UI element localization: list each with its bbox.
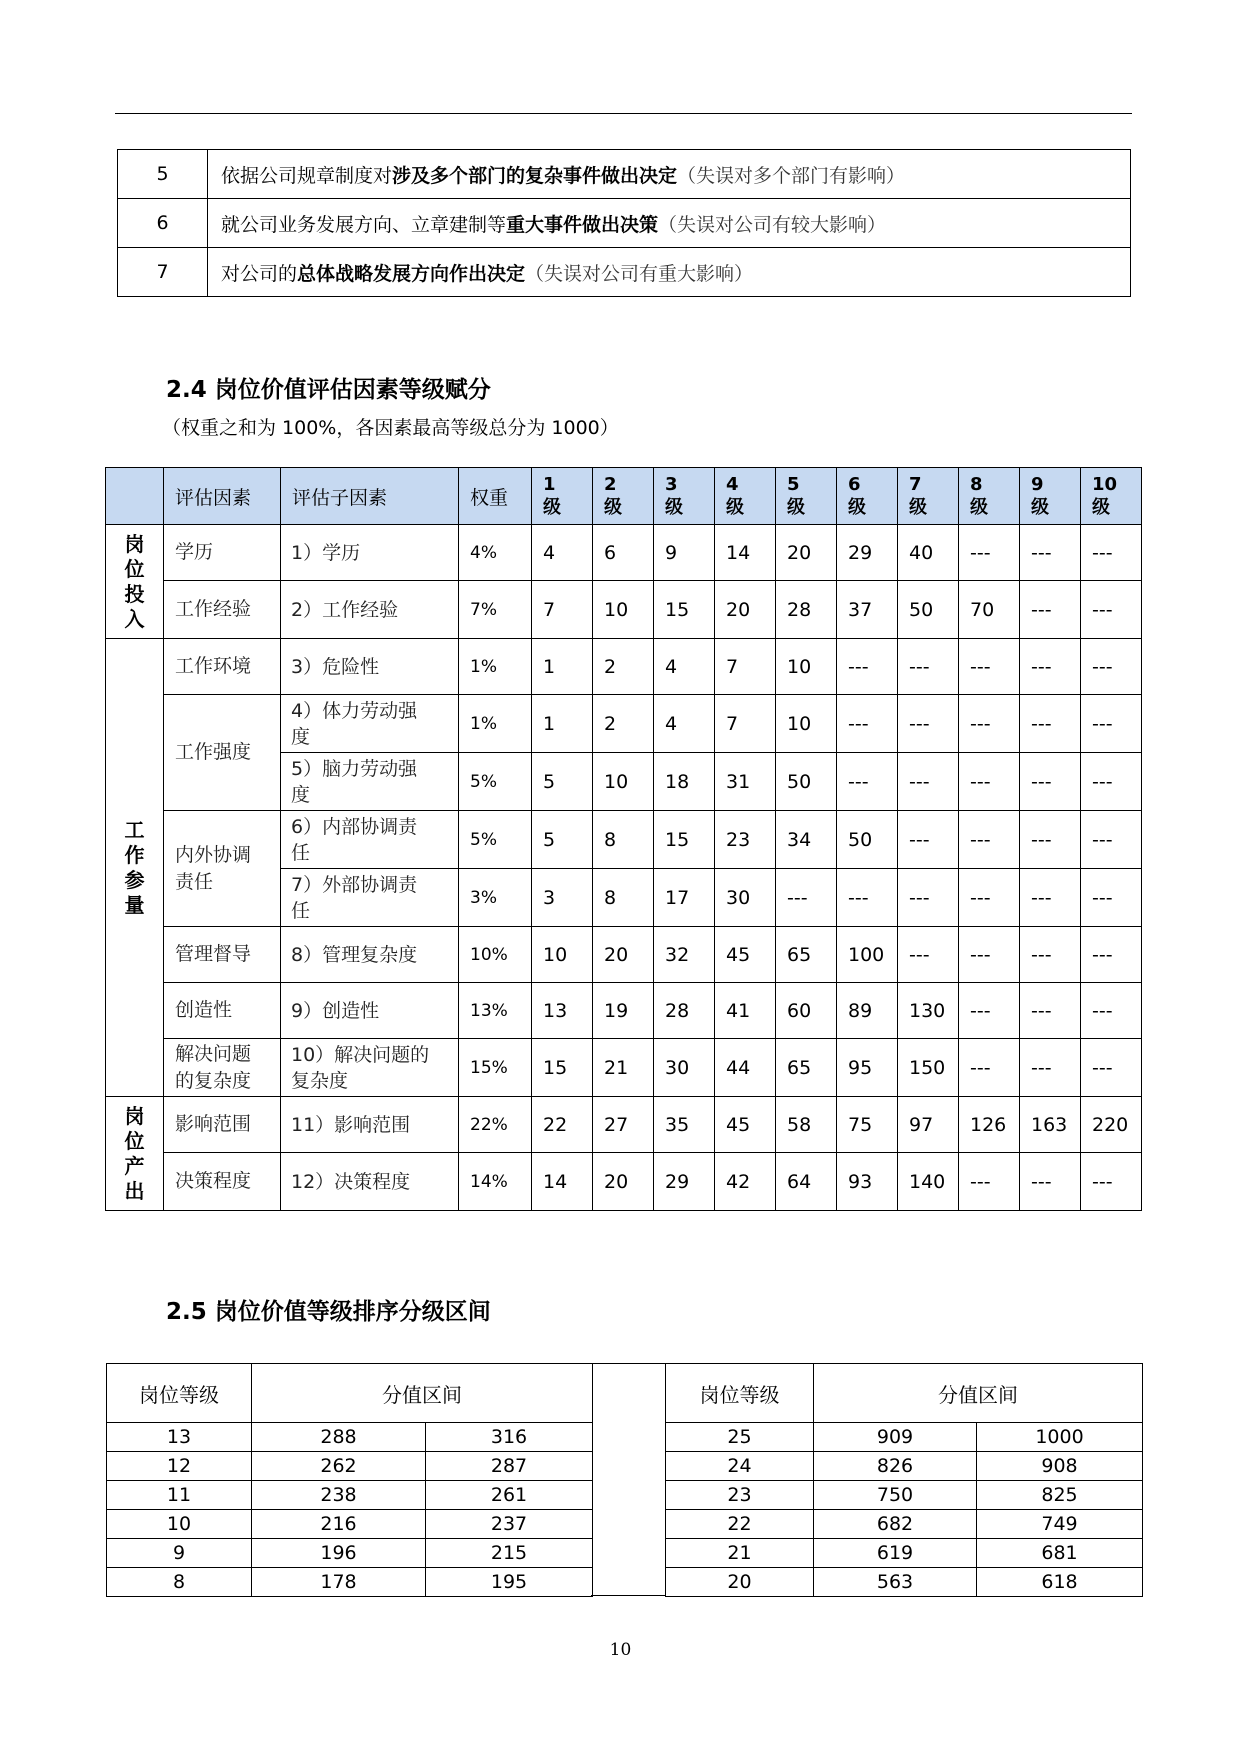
range-min-cell: 826 xyxy=(814,1452,977,1481)
table-row xyxy=(106,1153,1142,1211)
score-cell: 95 xyxy=(837,1039,898,1097)
score-cell: 44 xyxy=(715,1039,776,1097)
range-min-cell: 563 xyxy=(814,1568,977,1597)
level-description: 对公司的总体战略发展方向作出决定（失误对公司有重大影响） xyxy=(208,248,1131,297)
score-cell: 28 xyxy=(654,983,715,1039)
score-cell: 5 xyxy=(532,811,593,869)
header-level: 7 级 xyxy=(898,468,959,525)
subfactor-name: 9）创造性 xyxy=(281,983,459,1039)
table-row xyxy=(666,1423,1143,1452)
score-cell: --- xyxy=(837,869,898,927)
score-cell: --- xyxy=(898,639,959,695)
decision-level-table xyxy=(117,149,1131,297)
score-cell: --- xyxy=(959,639,1020,695)
score-cell: --- xyxy=(1020,1039,1081,1097)
header-row xyxy=(106,468,1142,525)
score-cell: 10 xyxy=(532,927,593,983)
score-cell: --- xyxy=(898,753,959,811)
score-cell: 6 xyxy=(593,525,654,581)
table-row xyxy=(106,1097,1142,1153)
score-cell: 15 xyxy=(532,1039,593,1097)
factor-name: 管理督导 xyxy=(164,927,281,983)
table-row xyxy=(106,525,1142,581)
subfactor-name: 11）影响范围 xyxy=(281,1097,459,1153)
score-cell: --- xyxy=(959,525,1020,581)
score-cell: 70 xyxy=(959,581,1020,639)
range-max-cell: 681 xyxy=(977,1539,1143,1568)
score-cell: --- xyxy=(959,811,1020,869)
range-max-cell: 316 xyxy=(426,1423,593,1452)
score-cell: 4 xyxy=(654,639,715,695)
table-row xyxy=(106,927,1142,983)
score-cell: 4 xyxy=(654,695,715,753)
score-cell: --- xyxy=(837,695,898,753)
score-cell: --- xyxy=(1020,869,1081,927)
table-row xyxy=(107,1481,593,1510)
score-cell: 45 xyxy=(715,927,776,983)
header-weight: 权重 xyxy=(459,468,532,525)
range-min-cell: 196 xyxy=(252,1539,426,1568)
grade-cell: 11 xyxy=(107,1481,252,1510)
grade-cell: 13 xyxy=(107,1423,252,1452)
header-range: 分值区间 xyxy=(252,1364,593,1423)
table-row xyxy=(107,1452,593,1481)
score-cell: --- xyxy=(837,639,898,695)
level-number: 5 xyxy=(118,150,208,199)
score-cell: 10 xyxy=(776,639,837,695)
table-row xyxy=(666,1539,1143,1568)
score-cell: 30 xyxy=(654,1039,715,1097)
score-cell: 20 xyxy=(776,525,837,581)
score-cell: 50 xyxy=(837,811,898,869)
header-range: 分值区间 xyxy=(814,1364,1143,1423)
score-cell: --- xyxy=(898,695,959,753)
table-row xyxy=(107,1539,593,1568)
score-cell: 15 xyxy=(654,581,715,639)
header-rule xyxy=(115,113,1132,114)
range-min-cell: 909 xyxy=(814,1423,977,1452)
grade-cell: 20 xyxy=(666,1568,814,1597)
subfactor-name: 8）管理复杂度 xyxy=(281,927,459,983)
score-cell: 14 xyxy=(532,1153,593,1211)
header-level: 1 级 xyxy=(532,468,593,525)
score-cell: --- xyxy=(959,869,1020,927)
score-cell: 8 xyxy=(593,811,654,869)
subfactor-name: 1）学历 xyxy=(281,525,459,581)
score-cell: 1 xyxy=(532,639,593,695)
range-max-cell: 749 xyxy=(977,1510,1143,1539)
score-cell: 19 xyxy=(593,983,654,1039)
score-cell: --- xyxy=(1020,1153,1081,1211)
score-cell: 130 xyxy=(898,983,959,1039)
score-cell: --- xyxy=(1020,695,1081,753)
level-number: 7 xyxy=(118,248,208,297)
score-cell: 30 xyxy=(715,869,776,927)
subfactor-name: 4）体力劳动强 度 xyxy=(281,695,459,753)
score-cell: --- xyxy=(959,753,1020,811)
score-cell: --- xyxy=(959,983,1020,1039)
score-cell: 3 xyxy=(532,869,593,927)
header-level: 6 级 xyxy=(837,468,898,525)
score-cell: --- xyxy=(898,927,959,983)
subfactor-name: 2）工作经验 xyxy=(281,581,459,639)
score-cell: 2 xyxy=(593,695,654,753)
grade-cell: 8 xyxy=(107,1568,252,1597)
score-cell: 42 xyxy=(715,1153,776,1211)
score-cell: 13 xyxy=(532,983,593,1039)
score-cell: 65 xyxy=(776,1039,837,1097)
range-max-cell: 908 xyxy=(977,1452,1143,1481)
score-cell: 1 xyxy=(532,695,593,753)
score-cell: 75 xyxy=(837,1097,898,1153)
range-min-cell: 262 xyxy=(252,1452,426,1481)
score-cell: --- xyxy=(1081,869,1142,927)
score-cell: --- xyxy=(898,869,959,927)
score-cell: --- xyxy=(1081,695,1142,753)
score-cell: 34 xyxy=(776,811,837,869)
score-cell: 15 xyxy=(654,811,715,869)
grade-range-table-right xyxy=(665,1363,1143,1597)
table-row xyxy=(107,1568,593,1597)
range-min-cell: 216 xyxy=(252,1510,426,1539)
table-row xyxy=(118,199,1131,248)
header-subfactor: 评估子因素 xyxy=(281,468,459,525)
header-level: 10 级 xyxy=(1081,468,1142,525)
group-work-params: 工 作 参 量 xyxy=(106,639,164,1097)
header-level: 4 级 xyxy=(715,468,776,525)
factor-name: 创造性 xyxy=(164,983,281,1039)
section-25-title: 2.5 岗位价值等级排序分级区间 xyxy=(166,1299,491,1325)
header-level: 3 级 xyxy=(654,468,715,525)
table-gap xyxy=(591,1363,666,1596)
section-24-note: （权重之和为 100%，各因素最高等级总分为 1000） xyxy=(162,417,619,439)
score-cell: 31 xyxy=(715,753,776,811)
weight-cell: 5% xyxy=(459,753,532,811)
score-cell: --- xyxy=(1020,811,1081,869)
subfactor-name: 10）解决问题的 复杂度 xyxy=(281,1039,459,1097)
score-cell: 4 xyxy=(532,525,593,581)
score-cell: --- xyxy=(959,1039,1020,1097)
score-cell: 37 xyxy=(837,581,898,639)
group-job-output: 岗 位 产 出 xyxy=(106,1097,164,1211)
header-level: 8 级 xyxy=(959,468,1020,525)
score-cell: --- xyxy=(1020,753,1081,811)
range-min-cell: 682 xyxy=(814,1510,977,1539)
score-cell: --- xyxy=(837,753,898,811)
score-cell: 29 xyxy=(654,1153,715,1211)
table-row xyxy=(666,1481,1143,1510)
score-cell: --- xyxy=(1081,811,1142,869)
table-row xyxy=(106,581,1142,639)
range-max-cell: 287 xyxy=(426,1452,593,1481)
score-cell: --- xyxy=(1020,927,1081,983)
factor-name: 工作环境 xyxy=(164,639,281,695)
score-cell: 7 xyxy=(532,581,593,639)
weight-cell: 7% xyxy=(459,581,532,639)
score-cell: 40 xyxy=(898,525,959,581)
weight-cell: 4% xyxy=(459,525,532,581)
score-cell: --- xyxy=(1081,525,1142,581)
table-row xyxy=(106,811,1142,869)
score-cell: 20 xyxy=(715,581,776,639)
table-row xyxy=(118,248,1131,297)
score-cell: 10 xyxy=(593,753,654,811)
weight-cell: 3% xyxy=(459,869,532,927)
grade-cell: 22 xyxy=(666,1510,814,1539)
weight-cell: 1% xyxy=(459,639,532,695)
score-cell: 60 xyxy=(776,983,837,1039)
subfactor-name: 12）决策程度 xyxy=(281,1153,459,1211)
score-cell: 45 xyxy=(715,1097,776,1153)
range-min-cell: 238 xyxy=(252,1481,426,1510)
score-cell: 20 xyxy=(593,1153,654,1211)
level-description: 就公司业务发展方向、立章建制等重大事件做出决策（失误对公司有较大影响） xyxy=(208,199,1131,248)
score-cell: --- xyxy=(1081,927,1142,983)
factor-name: 内外协调 责任 xyxy=(164,811,281,927)
range-max-cell: 825 xyxy=(977,1481,1143,1510)
level-description: 依据公司规章制度对涉及多个部门的复杂事件做出决定（失误对多个部门有影响） xyxy=(208,150,1131,199)
range-max-cell: 215 xyxy=(426,1539,593,1568)
group-job-input: 岗 位 投 入 xyxy=(106,525,164,639)
range-min-cell: 750 xyxy=(814,1481,977,1510)
subfactor-name: 7）外部协调责 任 xyxy=(281,869,459,927)
score-cell: --- xyxy=(776,869,837,927)
score-cell: --- xyxy=(1081,581,1142,639)
table-row xyxy=(118,150,1131,199)
factor-name: 工作强度 xyxy=(164,695,281,811)
weight-cell: 13% xyxy=(459,983,532,1039)
score-cell: 9 xyxy=(654,525,715,581)
table-row xyxy=(106,695,1142,753)
table-row xyxy=(666,1510,1143,1539)
score-cell: 21 xyxy=(593,1039,654,1097)
header-row xyxy=(666,1364,1143,1423)
score-cell: 10 xyxy=(593,581,654,639)
score-cell: --- xyxy=(1081,983,1142,1039)
score-cell: 27 xyxy=(593,1097,654,1153)
header-factor: 评估因素 xyxy=(164,468,281,525)
score-cell: 10 xyxy=(776,695,837,753)
score-cell: 18 xyxy=(654,753,715,811)
weight-cell: 5% xyxy=(459,811,532,869)
score-cell: 2 xyxy=(593,639,654,695)
score-cell: 220 xyxy=(1081,1097,1142,1153)
score-cell: --- xyxy=(1020,983,1081,1039)
subfactor-name: 6）内部协调责 任 xyxy=(281,811,459,869)
range-max-cell: 237 xyxy=(426,1510,593,1539)
score-cell: 28 xyxy=(776,581,837,639)
table-row xyxy=(666,1452,1143,1481)
range-max-cell: 1000 xyxy=(977,1423,1143,1452)
score-cell: --- xyxy=(1081,639,1142,695)
grade-range-table-left xyxy=(106,1363,593,1597)
header-row xyxy=(107,1364,593,1423)
weight-cell: 10% xyxy=(459,927,532,983)
score-cell: --- xyxy=(898,811,959,869)
score-cell: 97 xyxy=(898,1097,959,1153)
level-number: 6 xyxy=(118,199,208,248)
header-level: 9 级 xyxy=(1020,468,1081,525)
score-cell: 41 xyxy=(715,983,776,1039)
range-min-cell: 619 xyxy=(814,1539,977,1568)
score-cell: 64 xyxy=(776,1153,837,1211)
score-cell: --- xyxy=(1020,639,1081,695)
score-cell: 5 xyxy=(532,753,593,811)
range-max-cell: 261 xyxy=(426,1481,593,1510)
score-cell: --- xyxy=(1020,525,1081,581)
score-cell: 126 xyxy=(959,1097,1020,1153)
score-cell: 65 xyxy=(776,927,837,983)
range-max-cell: 195 xyxy=(426,1568,593,1597)
score-cell: 100 xyxy=(837,927,898,983)
score-cell: 163 xyxy=(1020,1097,1081,1153)
score-cell: 32 xyxy=(654,927,715,983)
range-max-cell: 618 xyxy=(977,1568,1143,1597)
table-row xyxy=(106,639,1142,695)
score-cell: 35 xyxy=(654,1097,715,1153)
grade-cell: 23 xyxy=(666,1481,814,1510)
score-cell: 22 xyxy=(532,1097,593,1153)
weight-cell: 1% xyxy=(459,695,532,753)
score-cell: --- xyxy=(1020,581,1081,639)
weight-cell: 15% xyxy=(459,1039,532,1097)
range-min-cell: 288 xyxy=(252,1423,426,1452)
score-cell: --- xyxy=(1081,1153,1142,1211)
score-cell: 50 xyxy=(776,753,837,811)
grade-cell: 12 xyxy=(107,1452,252,1481)
weight-cell: 14% xyxy=(459,1153,532,1211)
factor-name: 影响范围 xyxy=(164,1097,281,1153)
score-cell: 17 xyxy=(654,869,715,927)
section-24-title: 2.4 岗位价值评估因素等级赋分 xyxy=(166,377,491,403)
score-cell: 20 xyxy=(593,927,654,983)
table-row xyxy=(106,983,1142,1039)
score-cell: --- xyxy=(1081,753,1142,811)
factor-name: 工作经验 xyxy=(164,581,281,639)
factor-scoring-table xyxy=(105,467,1142,1211)
score-cell: 58 xyxy=(776,1097,837,1153)
subfactor-name: 5）脑力劳动强 度 xyxy=(281,753,459,811)
score-cell: 93 xyxy=(837,1153,898,1211)
score-cell: 7 xyxy=(715,695,776,753)
subfactor-name: 3）危险性 xyxy=(281,639,459,695)
score-cell: 7 xyxy=(715,639,776,695)
grade-cell: 9 xyxy=(107,1539,252,1568)
score-cell: 89 xyxy=(837,983,898,1039)
header-grade: 岗位等级 xyxy=(107,1364,252,1423)
table-row xyxy=(666,1568,1143,1597)
score-cell: 29 xyxy=(837,525,898,581)
score-cell: 8 xyxy=(593,869,654,927)
table-row xyxy=(107,1423,593,1452)
grade-cell: 25 xyxy=(666,1423,814,1452)
table-row xyxy=(106,1039,1142,1097)
header-level: 2 级 xyxy=(593,468,654,525)
grade-cell: 24 xyxy=(666,1452,814,1481)
score-cell: 150 xyxy=(898,1039,959,1097)
score-cell: --- xyxy=(959,1153,1020,1211)
header-grade: 岗位等级 xyxy=(666,1364,814,1423)
grade-cell: 10 xyxy=(107,1510,252,1539)
score-cell: 140 xyxy=(898,1153,959,1211)
score-cell: 50 xyxy=(898,581,959,639)
header-level: 5 级 xyxy=(776,468,837,525)
score-cell: --- xyxy=(959,695,1020,753)
score-cell: 23 xyxy=(715,811,776,869)
grade-cell: 21 xyxy=(666,1539,814,1568)
range-min-cell: 178 xyxy=(252,1568,426,1597)
score-cell: 14 xyxy=(715,525,776,581)
score-cell: --- xyxy=(959,927,1020,983)
page-number: 10 xyxy=(609,1640,632,1660)
score-cell: --- xyxy=(1081,1039,1142,1097)
factor-name: 解决问题 的复杂度 xyxy=(164,1039,281,1097)
factor-name: 学历 xyxy=(164,525,281,581)
factor-name: 决策程度 xyxy=(164,1153,281,1211)
weight-cell: 22% xyxy=(459,1097,532,1153)
table-row xyxy=(107,1510,593,1539)
header-blank xyxy=(106,468,164,525)
